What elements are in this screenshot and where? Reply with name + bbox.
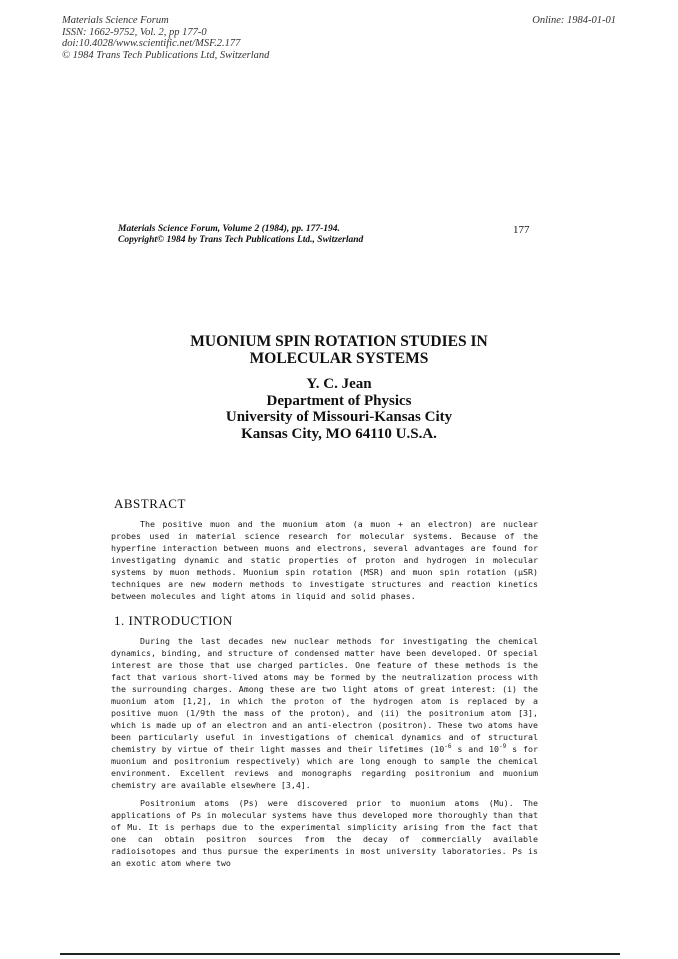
- author-address: Kansas City, MO 64110 U.S.A.: [241, 425, 437, 442]
- journal-copyright: Copyright© 1984 by Trans Tech Publications Ltd., Switzerland: [118, 235, 364, 245]
- title-line-2: MOLECULAR SYSTEMS: [249, 350, 429, 367]
- online-date: Online: 1984-01-01: [532, 15, 616, 26]
- journal-header: [118, 224, 363, 246]
- intro-p1-part-a: During the last decades new nuclear methods for investigating the chemical dynamics, binding, and structure of condensed matter have been developed. Of special interest are those that use charged particles. One feature of these methods is the fact that various short-lived atoms may be formed by the neutralization process with the surrounding charges. Among these are two light atoms of great interest: (i) the muonium atom [1,2], in which the proton of the hydrogen atom is replaced by a positive muon (1/9th the mass of the proton), and (ii) the positronium atom [3], which is made up of an electron and an anti-electron (positron). These two atoms have been particularly useful in investigations of chemical dynamics and of structural chemistry by virtue of their light masses and their lifetimes (10: [111, 636, 538, 754]
- abstract-text: The positive muon and the muonium atom (a muon + an electron) are nuclear probes used in material science research for molecular systems. Because of the hyperfine interaction between muons and electrons, several advantages are found for investigating dynamic and static properties of proton and hydrogen in molecular systems by muon methods. Muonium spin rotation (MSR) and muon spin rotation (μSR) techniques are new modern methods to investigate structures and reaction kinetics between molecules and light atoms in liquid and solid phases.: [111, 519, 538, 601]
- meta-journal-name: Materials Science Forum: [62, 15, 169, 26]
- title-line-1: MUONIUM SPIN ROTATION STUDIES IN: [190, 333, 488, 350]
- introduction-paragraph-2: Positronium atoms (Ps) were discovered prior to muonium atoms (Mu). The applications of Ps in molecular systems have thus developed more thoroughly than that of Mu. It is perhaps due to the experimental simplicity arising from the fact that one can obtain positron sources from the decay of commercially available radioisotopes and thus pursue the experiments in most university laboratories. Ps is an exotic atom where two: [111, 798, 538, 868]
- journal-citation: Materials Science Forum, Volume 2 (1984), pp. 177-194.: [118, 224, 340, 234]
- author-block: [100, 376, 578, 442]
- paper-title: [100, 333, 578, 367]
- intro-p1-part-c: s for muonium and positronium respectively) which are long enough to sample the chemical environment. Excellent reviews and monographs regarding positronium and muonium chemistry are available elsewhere [3,4].: [111, 744, 538, 790]
- citation-metadata: [62, 15, 269, 61]
- meta-copyright: © 1984 Trans Tech Publications Ltd, Switzerland: [62, 49, 270, 61]
- meta-doi[interactable]: doi:10.4028/www.scientific.net/MSF.2.177: [62, 38, 241, 49]
- abstract-heading: ABSTRACT: [114, 496, 186, 511]
- bottom-rule: [60, 953, 620, 955]
- intro-p1-part-b: s and 10: [451, 744, 500, 754]
- introduction-paragraph-1: [111, 635, 538, 791]
- exponent-positronium-lifetime: -9: [499, 743, 507, 751]
- meta-issn: ISSN: 1662-9752, Vol. 2, pp 177-0: [62, 26, 207, 38]
- author-department: Department of Physics: [266, 392, 412, 409]
- introduction-heading: 1. INTRODUCTION: [114, 613, 233, 628]
- page-number: 177: [513, 224, 530, 236]
- exponent-muonium-lifetime: -6: [444, 743, 452, 751]
- author-university: University of Missouri-Kansas City: [225, 409, 453, 425]
- author-name: Y. C. Jean: [306, 376, 372, 392]
